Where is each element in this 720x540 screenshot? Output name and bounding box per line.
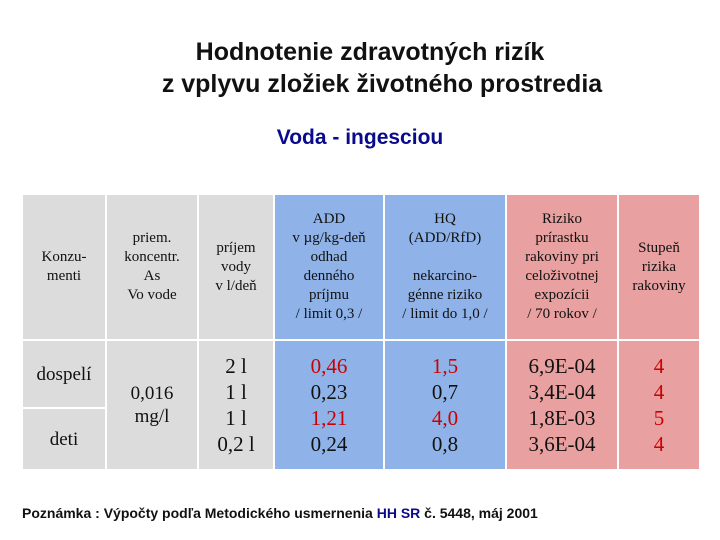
add-values: 0,46 0,23 1,21 0,24 — [274, 340, 384, 470]
stupen-values: 4 4 5 4 — [618, 340, 700, 470]
footnote-suffix: č. 5448, máj 2001 — [420, 505, 538, 521]
header-prijem-vody: príjem vody v l/deň — [198, 194, 274, 340]
prijem-values: 2 l 1 l 1 l 0,2 l — [198, 340, 274, 470]
title-line-2: z vplyvu zložiek životného prostredia — [161, 70, 603, 98]
page-title — [0, 36, 720, 100]
header-konzumenti: Konzu- menti — [22, 194, 106, 340]
hq-values: 1,5 0,7 4,0 0,8 — [384, 340, 506, 470]
consumer-deti: deti — [22, 408, 106, 470]
header-hq: HQ (ADD/RfD) nekarcino- génne riziko / limit do 1,0 / — [384, 194, 506, 340]
footnote-prefix: Poznámka : Výpočty podľa Metodického usmernenia — [22, 505, 377, 521]
header-add: ADD v µg/kg-deň odhad denného príjmu / limit 0,3 / — [274, 194, 384, 340]
footnote — [22, 505, 712, 521]
header-koncentracia: priem. koncentr. As Vo vode — [106, 194, 198, 340]
koncentracia-value: 0,016 mg/l — [106, 340, 198, 470]
header-riziko: Riziko prírastku rakoviny pri celoživotnej expozícii / 70 rokov / — [506, 194, 618, 340]
subtitle: Voda - ingesciou — [276, 126, 444, 149]
title-line-1: Hodnotenie zdravotných rizík — [195, 38, 545, 66]
riziko-values: 6,9E-04 3,4E-04 1,8E-03 3,6E-04 — [506, 340, 618, 470]
header-stupen: Stupeň rizika rakoviny — [618, 194, 700, 340]
footnote-hh: HH SR — [376, 505, 421, 521]
consumer-dospeli: dospelí — [22, 340, 106, 408]
